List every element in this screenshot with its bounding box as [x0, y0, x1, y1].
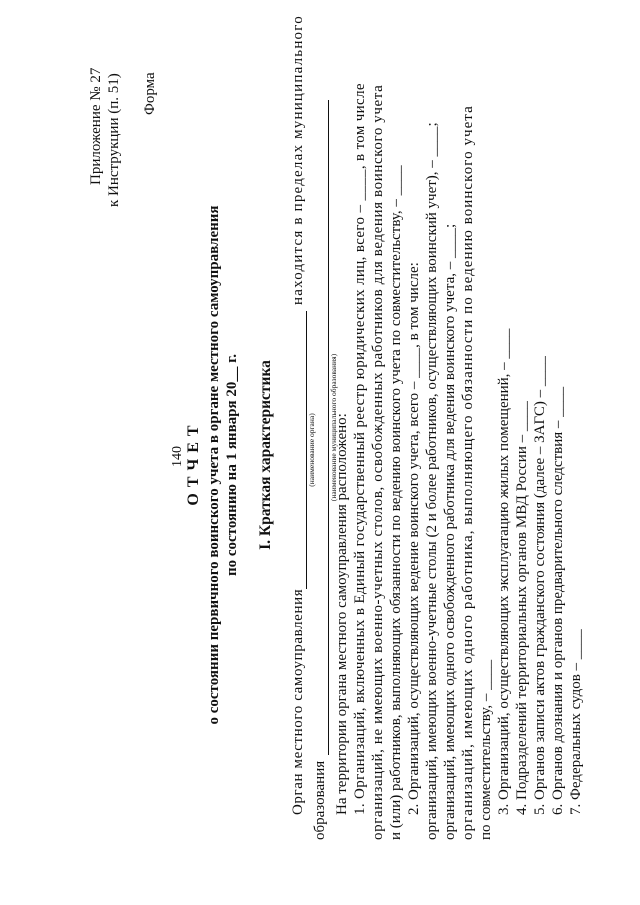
mo-label: образования	[312, 760, 328, 840]
report-title: О Т Ч Е Т	[185, 424, 202, 506]
page-number: 140	[170, 446, 185, 467]
territory-text: На территории органа местного самоуправления расположено:	[334, 413, 350, 815]
section-heading: I. Краткая характеристика	[257, 360, 274, 550]
organ-caption: (наименование органа)	[307, 413, 316, 487]
report-subtitle-1: о состоянии первичного воинского учета в органе местного самоуправления	[206, 205, 222, 725]
item2-line3: организаций, имеющих одного освобожденного работника для ведения воинского учета, – ____;	[442, 223, 458, 840]
appendix-line1: Приложение № 27	[88, 67, 104, 185]
item7: 7. Федеральных судов – ____	[568, 629, 584, 815]
item3: 3. Организаций, осуществляющих эксплуатацию жилых помещений, – ____	[496, 328, 512, 815]
appendix-line2: к Инструкции (п. 51)	[106, 73, 122, 207]
organ-location: находится в пределах муниципального	[290, 15, 306, 305]
form-label: Форма	[142, 72, 158, 115]
mo-caption: (наименование муниципального образования)	[329, 353, 338, 502]
item6: 6. Органов дознания и органов предварительного следствия – ____	[550, 386, 566, 815]
item5: 5. Органов записи актов гражданского состояния (далее – ЗАГС) – ____	[532, 356, 548, 815]
item1-line3: и (или) работников, выполняющих обязанности по ведению воинского учета по совместительству, – ____	[388, 165, 404, 840]
item1-line1: 1. Организаций, включенных в Единый государственный реестр юридических лиц, всего – ____, в том числе	[352, 83, 368, 815]
item1-line2: организаций, не имеющих военно-учетных столов, освобожденных работников для ведения воинского учета	[370, 84, 386, 840]
item2-line4: организаций, имеющих одного работника, выполняющего обязанности по ведению воинского учета	[460, 105, 476, 840]
report-subtitle-2: по состоянию на 1 января 20__ г.	[224, 353, 240, 577]
item4: 4. Подразделений территориальных органов МВД России – ____	[514, 401, 530, 815]
item2-line5: по совместительству, – ____	[478, 659, 494, 840]
organ-label: Орган местного самоуправления	[290, 588, 306, 815]
item2-line1: 2. Организаций, осуществляющих ведение воинского учета, всего – ____, в том числе:	[406, 262, 422, 815]
item2-line2: организаций, имеющих военно-учетные столы (2 и более работников, осуществляющих воинский учет), – ____;	[424, 122, 440, 840]
